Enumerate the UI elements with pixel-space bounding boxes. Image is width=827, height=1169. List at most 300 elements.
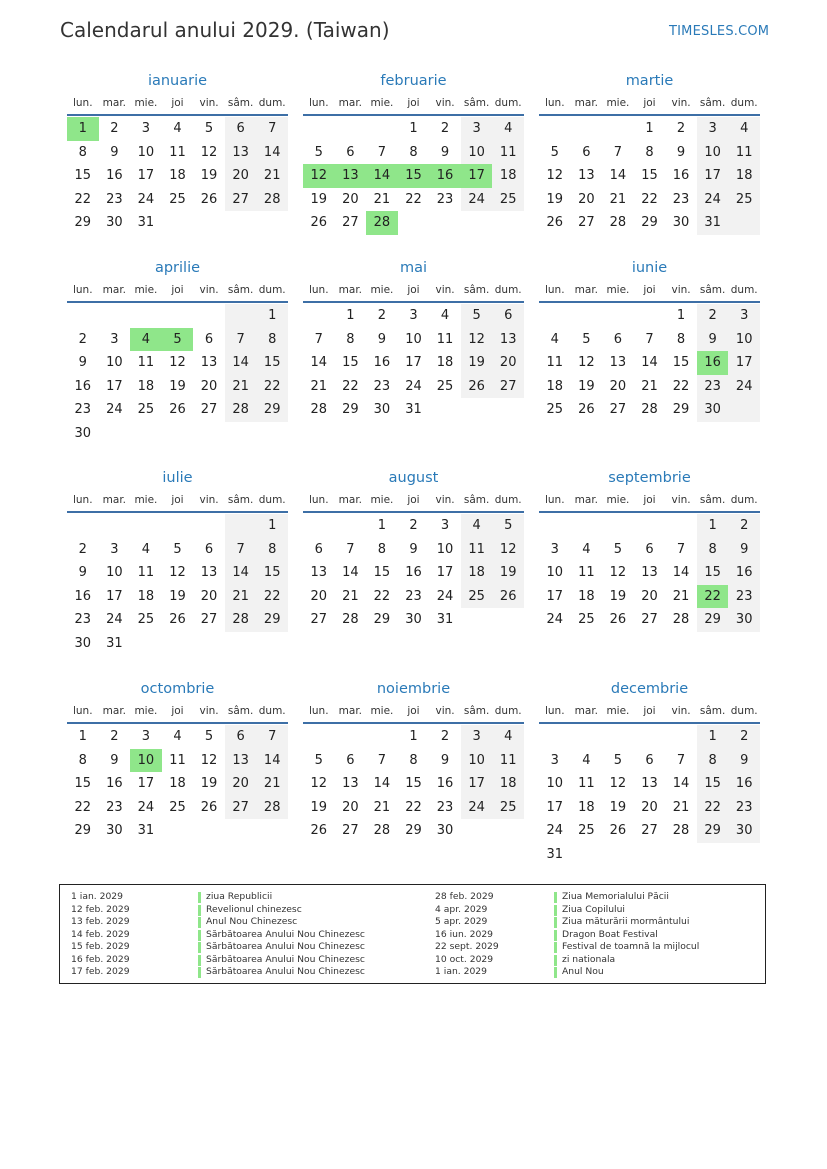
day-cell[interactable]: 6: [582, 144, 591, 160]
day-cell[interactable]: 17: [106, 588, 123, 604]
day-cell[interactable]: 25: [546, 402, 564, 418]
day-cell[interactable]: 26: [169, 402, 186, 418]
day-cell[interactable]: 16: [373, 355, 391, 371]
day-cell[interactable]: 9: [409, 541, 418, 557]
day-cell[interactable]: 17: [546, 799, 564, 815]
day-cell[interactable]: 9: [110, 752, 119, 768]
day-cell[interactable]: 11: [578, 776, 595, 792]
holiday-day-cell[interactable]: 13: [335, 164, 367, 188]
day-cell[interactable]: 19: [310, 191, 328, 207]
day-cell[interactable]: 16: [74, 378, 92, 394]
day-cell[interactable]: 12: [200, 144, 218, 160]
day-cell[interactable]: 27: [232, 191, 249, 207]
day-cell[interactable]: 29: [672, 402, 690, 418]
holiday-day-cell[interactable]: 22: [697, 585, 729, 609]
day-cell[interactable]: 12: [546, 168, 564, 184]
day-cell[interactable]: 7: [236, 331, 245, 347]
day-cell[interactable]: 5: [613, 541, 623, 557]
day-cell[interactable]: 29: [641, 215, 658, 231]
day-cell[interactable]: 1: [409, 121, 418, 136]
day-cell[interactable]: 29: [704, 612, 721, 628]
day-cell[interactable]: 3: [110, 331, 119, 347]
day-cell[interactable]: 28: [263, 191, 281, 207]
day-cell[interactable]: 24: [106, 402, 123, 418]
day-cell[interactable]: 14: [232, 565, 249, 581]
day-cell[interactable]: 10: [468, 752, 485, 768]
day-cell[interactable]: 24: [468, 191, 485, 207]
day-cell[interactable]: 26: [468, 378, 485, 394]
day-cell[interactable]: 22: [74, 191, 92, 207]
day-cell[interactable]: 24: [468, 799, 485, 815]
day-cell[interactable]: 25: [499, 191, 517, 207]
holiday-day-cell[interactable]: 14: [366, 164, 398, 188]
day-cell[interactable]: 7: [377, 144, 387, 160]
holiday-day-cell[interactable]: 15: [398, 164, 430, 188]
holiday-day-cell[interactable]: 12: [303, 164, 335, 188]
day-cell[interactable]: 11: [169, 144, 186, 160]
day-cell[interactable]: 19: [609, 799, 627, 815]
day-cell[interactable]: 13: [578, 168, 595, 184]
day-cell[interactable]: 28: [373, 823, 391, 839]
day-cell[interactable]: 27: [200, 612, 218, 628]
day-cell[interactable]: 19: [200, 168, 218, 184]
day-cell[interactable]: 31: [405, 402, 422, 418]
day-cell[interactable]: 22: [405, 191, 422, 207]
day-cell[interactable]: 11: [468, 541, 485, 557]
day-cell[interactable]: 28: [672, 823, 690, 839]
day-cell[interactable]: 5: [173, 541, 182, 557]
day-cell[interactable]: 10: [468, 144, 485, 160]
day-cell[interactable]: 4: [141, 541, 151, 557]
day-cell[interactable]: 9: [78, 565, 87, 581]
day-cell[interactable]: 13: [342, 776, 359, 792]
day-cell[interactable]: 14: [263, 144, 281, 160]
day-cell[interactable]: 13: [232, 752, 249, 768]
day-cell[interactable]: 11: [499, 752, 517, 768]
day-cell[interactable]: 23: [735, 588, 753, 604]
day-cell[interactable]: 7: [268, 729, 277, 744]
day-cell[interactable]: 2: [708, 308, 717, 323]
day-cell[interactable]: 1: [708, 518, 717, 533]
day-cell[interactable]: 29: [74, 823, 92, 839]
day-cell[interactable]: 25: [578, 823, 595, 839]
day-cell[interactable]: 11: [137, 565, 155, 581]
day-cell[interactable]: 5: [504, 518, 513, 533]
day-cell[interactable]: 27: [310, 612, 328, 628]
day-cell[interactable]: 30: [704, 402, 721, 418]
day-cell[interactable]: 19: [310, 799, 328, 815]
day-cell[interactable]: 21: [672, 799, 690, 815]
day-cell[interactable]: 31: [137, 215, 155, 231]
day-cell[interactable]: 11: [436, 331, 454, 347]
day-cell[interactable]: 24: [436, 588, 454, 604]
day-cell[interactable]: 15: [74, 168, 92, 184]
day-cell[interactable]: 14: [310, 355, 328, 371]
day-cell[interactable]: 22: [373, 588, 391, 604]
day-cell[interactable]: 11: [735, 144, 753, 160]
day-cell[interactable]: 6: [314, 541, 323, 557]
day-cell[interactable]: 6: [645, 541, 654, 557]
day-cell[interactable]: 2: [409, 518, 418, 533]
day-cell[interactable]: 21: [263, 776, 281, 792]
day-cell[interactable]: 15: [263, 565, 281, 581]
day-cell[interactable]: 23: [74, 612, 92, 628]
day-cell[interactable]: 2: [440, 729, 450, 744]
day-cell[interactable]: 23: [436, 799, 454, 815]
day-cell[interactable]: 14: [641, 355, 658, 371]
day-cell[interactable]: 26: [578, 402, 595, 418]
day-cell[interactable]: 30: [405, 612, 422, 628]
day-cell[interactable]: 21: [232, 588, 249, 604]
day-cell[interactable]: 1: [645, 121, 654, 136]
day-cell[interactable]: 12: [310, 776, 328, 792]
day-cell[interactable]: 25: [169, 799, 186, 815]
day-cell[interactable]: 19: [200, 776, 218, 792]
day-cell[interactable]: 3: [550, 752, 559, 768]
day-cell[interactable]: 26: [609, 612, 627, 628]
day-cell[interactable]: 13: [641, 776, 658, 792]
day-cell[interactable]: 6: [613, 331, 623, 347]
day-cell[interactable]: 9: [676, 144, 686, 160]
day-cell[interactable]: 19: [468, 355, 485, 371]
day-cell[interactable]: 26: [310, 823, 328, 839]
holiday-day-cell[interactable]: 5: [162, 328, 194, 352]
day-cell[interactable]: 2: [377, 308, 387, 323]
day-cell[interactable]: 6: [236, 729, 245, 744]
day-cell[interactable]: 14: [342, 565, 359, 581]
day-cell[interactable]: 30: [106, 215, 123, 231]
day-cell[interactable]: 15: [373, 565, 391, 581]
day-cell[interactable]: 3: [472, 121, 481, 136]
day-cell[interactable]: 6: [645, 752, 654, 768]
day-cell[interactable]: 14: [672, 565, 690, 581]
day-cell[interactable]: 10: [106, 355, 123, 371]
day-cell[interactable]: 3: [708, 121, 717, 136]
day-cell[interactable]: 18: [499, 168, 517, 184]
day-cell[interactable]: 26: [310, 215, 328, 231]
day-cell[interactable]: 28: [609, 215, 627, 231]
day-cell[interactable]: 16: [436, 776, 454, 792]
day-cell[interactable]: 15: [74, 776, 92, 792]
day-cell[interactable]: 8: [708, 752, 717, 768]
day-cell[interactable]: 14: [373, 776, 391, 792]
holiday-day-cell[interactable]: 1: [67, 117, 99, 141]
day-cell[interactable]: 17: [468, 776, 485, 792]
day-cell[interactable]: 21: [672, 588, 690, 604]
day-cell[interactable]: 20: [342, 191, 359, 207]
day-cell[interactable]: 1: [708, 729, 717, 744]
day-cell[interactable]: 6: [204, 331, 214, 347]
day-cell[interactable]: 24: [546, 823, 564, 839]
day-cell[interactable]: 4: [740, 121, 749, 136]
day-cell[interactable]: 29: [342, 402, 359, 418]
day-cell[interactable]: 7: [676, 752, 686, 768]
day-cell[interactable]: 23: [672, 191, 690, 207]
day-cell[interactable]: 17: [735, 355, 753, 371]
day-cell[interactable]: 19: [578, 378, 595, 394]
day-cell[interactable]: 9: [740, 752, 749, 768]
day-cell[interactable]: 26: [546, 215, 564, 231]
day-cell[interactable]: 18: [169, 168, 186, 184]
day-cell[interactable]: 30: [735, 823, 753, 839]
day-cell[interactable]: 8: [645, 144, 654, 160]
day-cell[interactable]: 29: [74, 215, 92, 231]
day-cell[interactable]: 6: [346, 752, 355, 768]
day-cell[interactable]: 23: [74, 402, 92, 418]
day-cell[interactable]: 6: [346, 144, 355, 160]
day-cell[interactable]: 12: [200, 752, 218, 768]
day-cell[interactable]: 13: [310, 565, 328, 581]
day-cell[interactable]: 24: [546, 612, 564, 628]
day-cell[interactable]: 12: [169, 355, 186, 371]
day-cell[interactable]: 9: [440, 144, 450, 160]
day-cell[interactable]: 23: [405, 588, 422, 604]
day-cell[interactable]: 18: [578, 799, 595, 815]
day-cell[interactable]: 16: [735, 776, 753, 792]
day-cell[interactable]: 21: [373, 799, 391, 815]
day-cell[interactable]: 9: [110, 144, 119, 160]
day-cell[interactable]: 17: [436, 565, 454, 581]
day-cell[interactable]: 12: [609, 776, 627, 792]
day-cell[interactable]: 20: [232, 168, 249, 184]
day-cell[interactable]: 21: [609, 191, 627, 207]
day-cell[interactable]: 2: [740, 729, 749, 744]
day-cell[interactable]: 5: [550, 144, 559, 160]
day-cell[interactable]: 27: [641, 823, 658, 839]
day-cell[interactable]: 26: [200, 799, 218, 815]
day-cell[interactable]: 2: [676, 121, 686, 136]
day-cell[interactable]: 1: [377, 518, 387, 533]
day-cell[interactable]: 4: [582, 752, 591, 768]
day-cell[interactable]: 20: [232, 776, 249, 792]
day-cell[interactable]: 24: [405, 378, 422, 394]
day-cell[interactable]: 5: [613, 752, 623, 768]
day-cell[interactable]: 23: [735, 799, 753, 815]
day-cell[interactable]: 28: [232, 612, 249, 628]
day-cell[interactable]: 10: [546, 776, 564, 792]
day-cell[interactable]: 20: [310, 588, 328, 604]
day-cell[interactable]: 18: [499, 776, 517, 792]
day-cell[interactable]: 29: [405, 823, 422, 839]
day-cell[interactable]: 22: [263, 588, 281, 604]
day-cell[interactable]: 1: [346, 308, 355, 323]
day-cell[interactable]: 10: [436, 541, 454, 557]
day-cell[interactable]: 14: [232, 355, 249, 371]
day-cell[interactable]: 27: [342, 215, 359, 231]
day-cell[interactable]: 3: [409, 308, 418, 323]
holiday-day-cell[interactable]: 10: [130, 749, 162, 773]
day-cell[interactable]: 7: [236, 541, 245, 557]
day-cell[interactable]: 4: [504, 121, 513, 136]
day-cell[interactable]: 20: [609, 378, 627, 394]
day-cell[interactable]: 12: [609, 565, 627, 581]
day-cell[interactable]: 28: [641, 402, 658, 418]
day-cell[interactable]: 4: [173, 121, 182, 136]
day-cell[interactable]: 30: [735, 612, 753, 628]
day-cell[interactable]: 9: [708, 331, 717, 347]
day-cell[interactable]: 9: [78, 355, 87, 371]
day-cell[interactable]: 21: [641, 378, 658, 394]
day-cell[interactable]: 25: [169, 191, 186, 207]
day-cell[interactable]: 4: [440, 308, 450, 323]
day-cell[interactable]: 23: [373, 378, 391, 394]
day-cell[interactable]: 16: [672, 168, 690, 184]
day-cell[interactable]: 31: [546, 847, 564, 862]
day-cell[interactable]: 27: [609, 402, 627, 418]
day-cell[interactable]: 19: [546, 191, 564, 207]
day-cell[interactable]: 28: [310, 402, 328, 418]
day-cell[interactable]: 31: [137, 823, 155, 839]
day-cell[interactable]: 20: [578, 191, 595, 207]
day-cell[interactable]: 26: [200, 191, 218, 207]
day-cell[interactable]: 17: [546, 588, 564, 604]
day-cell[interactable]: 27: [232, 799, 249, 815]
day-cell[interactable]: 24: [106, 612, 123, 628]
day-cell[interactable]: 7: [346, 541, 355, 557]
day-cell[interactable]: 17: [106, 378, 123, 394]
day-cell[interactable]: 18: [546, 378, 564, 394]
day-cell[interactable]: 22: [74, 799, 92, 815]
day-cell[interactable]: 5: [582, 331, 591, 347]
day-cell[interactable]: 25: [137, 402, 155, 418]
day-cell[interactable]: 2: [440, 121, 450, 136]
day-cell[interactable]: 3: [141, 729, 151, 744]
holiday-day-cell[interactable]: 28: [366, 211, 398, 235]
day-cell[interactable]: 8: [268, 541, 277, 557]
day-cell[interactable]: 3: [472, 729, 481, 744]
day-cell[interactable]: 18: [468, 565, 485, 581]
day-cell[interactable]: 13: [641, 565, 658, 581]
day-cell[interactable]: 4: [173, 729, 182, 744]
day-cell[interactable]: 8: [676, 331, 686, 347]
day-cell[interactable]: 25: [578, 612, 595, 628]
day-cell[interactable]: 2: [78, 541, 87, 557]
day-cell[interactable]: 2: [740, 518, 749, 533]
day-cell[interactable]: 2: [110, 121, 119, 136]
day-cell[interactable]: 20: [499, 355, 517, 371]
day-cell[interactable]: 2: [78, 331, 87, 347]
day-cell[interactable]: 7: [268, 121, 277, 136]
day-cell[interactable]: 4: [550, 331, 559, 347]
day-cell[interactable]: 20: [641, 799, 658, 815]
day-cell[interactable]: 10: [405, 331, 422, 347]
day-cell[interactable]: 8: [708, 541, 717, 557]
day-cell[interactable]: 13: [499, 331, 517, 347]
day-cell[interactable]: 30: [436, 823, 454, 839]
day-cell[interactable]: 5: [204, 729, 214, 744]
day-cell[interactable]: 12: [169, 565, 186, 581]
day-cell[interactable]: 24: [735, 378, 753, 394]
day-cell[interactable]: 15: [672, 355, 690, 371]
day-cell[interactable]: 31: [106, 636, 123, 651]
day-cell[interactable]: 22: [672, 378, 690, 394]
day-cell[interactable]: 13: [232, 144, 249, 160]
day-cell[interactable]: 10: [546, 565, 564, 581]
day-cell[interactable]: 13: [609, 355, 627, 371]
day-cell[interactable]: 27: [200, 402, 218, 418]
day-cell[interactable]: 31: [704, 215, 721, 231]
day-cell[interactable]: 15: [641, 168, 658, 184]
day-cell[interactable]: 1: [268, 518, 277, 533]
day-cell[interactable]: 30: [106, 823, 123, 839]
day-cell[interactable]: 18: [436, 355, 454, 371]
day-cell[interactable]: 20: [641, 588, 658, 604]
day-cell[interactable]: 17: [405, 355, 422, 371]
day-cell[interactable]: 1: [409, 729, 418, 744]
day-cell[interactable]: 15: [342, 355, 359, 371]
day-cell[interactable]: 21: [373, 191, 391, 207]
day-cell[interactable]: 10: [735, 331, 753, 347]
day-cell[interactable]: 25: [436, 378, 454, 394]
day-cell[interactable]: 16: [74, 588, 92, 604]
day-cell[interactable]: 27: [641, 612, 658, 628]
day-cell[interactable]: 4: [472, 518, 481, 533]
day-cell[interactable]: 10: [704, 144, 721, 160]
day-cell[interactable]: 21: [232, 378, 249, 394]
day-cell[interactable]: 26: [609, 823, 627, 839]
day-cell[interactable]: 31: [436, 612, 454, 628]
day-cell[interactable]: 8: [409, 144, 418, 160]
day-cell[interactable]: 17: [137, 776, 155, 792]
day-cell[interactable]: 4: [504, 729, 513, 744]
day-cell[interactable]: 19: [169, 588, 186, 604]
day-cell[interactable]: 13: [200, 565, 218, 581]
day-cell[interactable]: 5: [314, 144, 323, 160]
day-cell[interactable]: 3: [550, 541, 559, 557]
day-cell[interactable]: 27: [499, 378, 517, 394]
day-cell[interactable]: 21: [263, 168, 281, 184]
day-cell[interactable]: 1: [268, 308, 277, 323]
day-cell[interactable]: 29: [373, 612, 391, 628]
day-cell[interactable]: 19: [169, 378, 186, 394]
day-cell[interactable]: 22: [263, 378, 281, 394]
holiday-day-cell[interactable]: 16: [697, 351, 729, 375]
day-cell[interactable]: 18: [578, 588, 595, 604]
day-cell[interactable]: 30: [373, 402, 391, 418]
day-cell[interactable]: 20: [342, 799, 359, 815]
day-cell[interactable]: 25: [468, 588, 485, 604]
day-cell[interactable]: 25: [499, 799, 517, 815]
day-cell[interactable]: 16: [106, 168, 123, 184]
day-cell[interactable]: 7: [314, 331, 323, 347]
day-cell[interactable]: 16: [405, 565, 422, 581]
day-cell[interactable]: 15: [704, 565, 721, 581]
day-cell[interactable]: 1: [676, 308, 686, 323]
day-cell[interactable]: 3: [110, 541, 119, 557]
day-cell[interactable]: 11: [546, 355, 564, 371]
day-cell[interactable]: 14: [672, 776, 690, 792]
day-cell[interactable]: 8: [78, 144, 87, 160]
day-cell[interactable]: 24: [137, 799, 155, 815]
day-cell[interactable]: 17: [704, 168, 721, 184]
day-cell[interactable]: 13: [200, 355, 218, 371]
day-cell[interactable]: 6: [236, 121, 245, 136]
day-cell[interactable]: 24: [704, 191, 721, 207]
site-logo-link[interactable]: TIMESLES.COM: [669, 24, 770, 39]
day-cell[interactable]: 24: [137, 191, 155, 207]
day-cell[interactable]: 22: [405, 799, 422, 815]
day-cell[interactable]: 28: [263, 799, 281, 815]
day-cell[interactable]: 27: [578, 215, 595, 231]
day-cell[interactable]: 12: [499, 541, 517, 557]
day-cell[interactable]: 3: [440, 518, 450, 533]
day-cell[interactable]: 23: [106, 799, 123, 815]
day-cell[interactable]: 5: [314, 752, 323, 768]
holiday-day-cell[interactable]: 17: [461, 164, 493, 188]
day-cell[interactable]: 8: [78, 752, 87, 768]
day-cell[interactable]: 26: [499, 588, 517, 604]
day-cell[interactable]: 8: [409, 752, 418, 768]
